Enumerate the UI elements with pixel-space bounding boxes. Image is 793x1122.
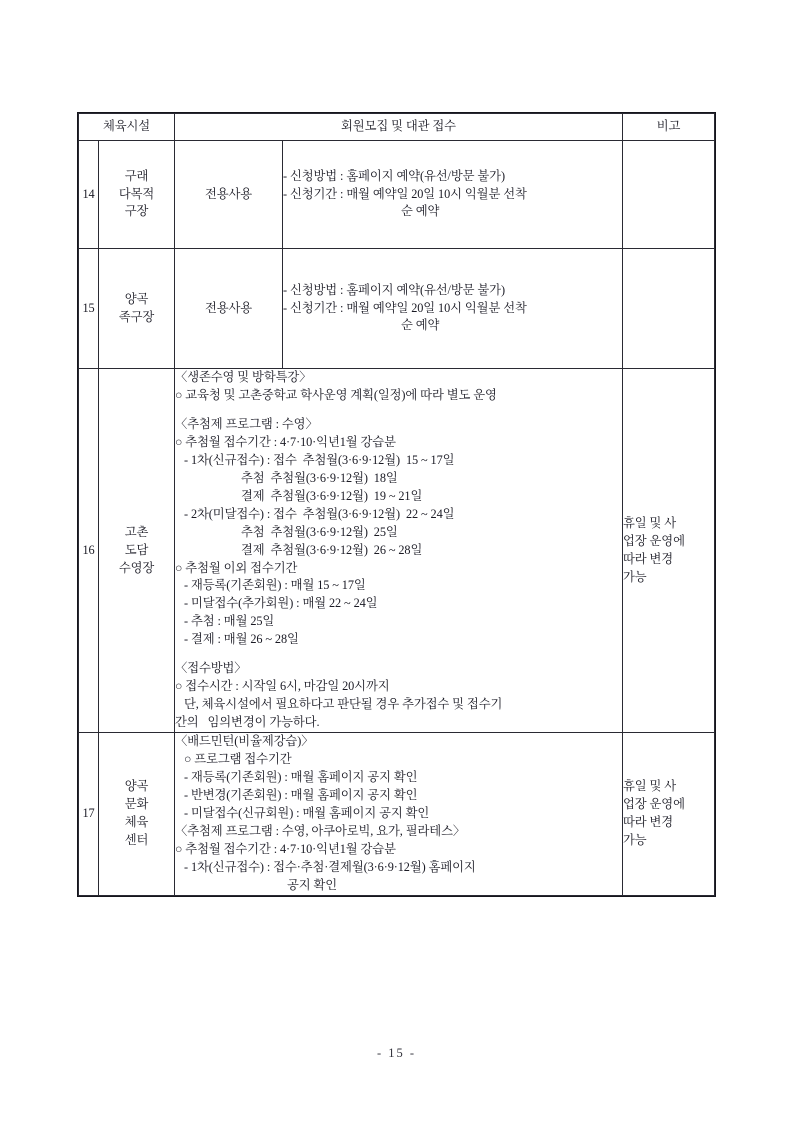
content-line: - 재등록(기존회원) : 매월 15 ~ 17일: [184, 578, 366, 593]
content-line: - 신청방법 : 홈페이지 예약(유선/방문 불가): [283, 168, 505, 183]
note-cell: [623, 141, 715, 249]
facility-name-line: 수영장: [118, 560, 155, 575]
note-line: 휴일 및 사: [623, 778, 677, 793]
content-line: 〈추첨제 프로그램 : 수영, 아쿠아로빅, 요가, 필라테스〉: [175, 823, 466, 838]
content-detail: [175, 733, 623, 896]
content-line: - 신청기간 : 매월 예약일 20일 10시 익월분 선착: [283, 186, 527, 201]
facility-name: [99, 249, 175, 369]
table-row: [79, 249, 715, 369]
note-line: 가능: [623, 832, 647, 847]
content-line: 간의 임의변경이 가능하다.: [175, 715, 320, 730]
line-spacer: [175, 405, 622, 416]
facility-name-line: 문화: [124, 796, 149, 811]
table-row: [79, 369, 715, 733]
content-line: ○ 추첨월 이외 접수기간: [175, 560, 298, 575]
content-line: - 신청기간 : 매월 예약일 20일 10시 익월분 선착: [283, 300, 527, 315]
content-line: - 2차(미달접수) : 접수 추첨월(3·6·9·12월) 22 ~ 24일: [184, 506, 455, 521]
content-line: ○ 추첨월 접수기간 : 4·7·10·익년1월 강습분: [175, 434, 396, 449]
content-line: 〈생존수영 및 방학특강〉: [175, 370, 312, 384]
facility-name-line: 도담: [124, 542, 149, 557]
content-line: 〈추첨제 프로그램 : 수영〉: [175, 416, 318, 431]
header-note: 비고: [623, 114, 715, 141]
facility-name-line: 다목적: [118, 186, 155, 201]
content-line: 순 예약: [401, 204, 440, 219]
facility-name-line: 구래: [124, 168, 149, 183]
table-header-row: [79, 114, 715, 141]
content-line: - 미달접수(추가회원) : 매월 22 ~ 24일: [184, 596, 378, 611]
facility-registration-table: [78, 113, 715, 896]
facility-name-line: 센터: [124, 832, 149, 847]
line-spacer: [175, 649, 622, 660]
content-line: 공지 확인: [287, 877, 338, 892]
content-detail: [283, 249, 623, 369]
note-line: 휴일 및 사: [623, 515, 677, 530]
note-line: 업장 운영에: [623, 796, 685, 811]
note-cell: [623, 249, 715, 369]
content-line: ○ 교육청 및 고촌중학교 학사운영 계획(일정)에 따라 별도 운영: [175, 387, 497, 402]
content-line: ○ 추첨월 접수기간 : 4·7·10·익년1월 강습분: [175, 841, 396, 856]
content-line: - 1차(신규접수) : 접수·추첨·결제월(3·6·9·12월) 홈페이지: [184, 859, 476, 874]
page-number: - 15 -: [376, 1046, 417, 1060]
table-row: [79, 141, 715, 249]
content-line: - 재등록(기존회원) : 매월 홈페이지 공지 확인: [184, 770, 418, 785]
header-facility: 체육시설: [79, 114, 175, 141]
content-line: 〈배드민턴(비율제강습)〉: [175, 734, 314, 749]
note-line: 따라 변경: [623, 814, 674, 829]
facility-name-line: 족구장: [118, 309, 155, 324]
content-line: - 1차(신규접수) : 접수 추첨월(3·6·9·12월) 15 ~ 17일: [184, 452, 455, 467]
content-line: ○ 접수시간 : 시작일 6시, 마감일 20시까지: [175, 679, 390, 694]
facility-name-line: 양곡: [124, 291, 149, 306]
content-line: 결제 추첨월(3·6·9·12월) 26 ~ 28일: [241, 542, 423, 557]
note-cell: [623, 733, 715, 896]
content-line: ○ 프로그램 접수기간: [184, 752, 292, 767]
facility-name: [99, 733, 175, 896]
row-number: 17: [79, 733, 99, 896]
facility-name-line: 체육: [124, 814, 149, 829]
row-number: 15: [79, 249, 99, 369]
content-line: - 미달접수(신규회원) : 매월 홈페이지 공지 확인: [184, 805, 430, 820]
content-detail: [175, 369, 623, 733]
content-line: - 추첨 : 매월 25일: [184, 614, 275, 629]
facility-name-line: 고촌: [124, 524, 149, 539]
row-number: 14: [79, 141, 99, 249]
facility-name-line: 구장: [124, 204, 149, 219]
content-line: 순 예약: [401, 318, 440, 333]
content-line: 〈접수방법〉: [175, 661, 247, 676]
facility-name: [99, 369, 175, 733]
row-number: 16: [79, 369, 99, 733]
note-cell: [623, 369, 715, 733]
usage-type: 전용사용: [175, 249, 283, 369]
header-content: 회원모집 및 대관 접수: [175, 114, 623, 141]
facility-name-line: 양곡: [124, 778, 149, 793]
content-line: - 신청방법 : 홈페이지 예약(유선/방문 불가): [283, 282, 505, 297]
facility-name: [99, 141, 175, 249]
content-line: 단, 체육시설에서 필요하다고 판단될 경우 추가접수 및 접수기: [184, 697, 503, 712]
table-row: [79, 733, 715, 896]
content-detail: [283, 141, 623, 249]
note-line: 따라 변경: [623, 551, 674, 566]
content-line: 추첨 추첨월(3·6·9·12월) 18일: [241, 470, 398, 485]
note-line: 업장 운영에: [623, 533, 685, 548]
content-line: 결제 추첨월(3·6·9·12월) 19 ~ 21일: [241, 488, 423, 503]
content-line: - 결제 : 매월 26 ~ 28일: [184, 632, 299, 647]
content-line: - 반변경(기존회원) : 매월 홈페이지 공지 확인: [184, 787, 418, 802]
content-line: 추첨 추첨월(3·6·9·12월) 25일: [241, 524, 398, 539]
note-line: 가능: [623, 569, 647, 584]
usage-type: 전용사용: [175, 141, 283, 249]
